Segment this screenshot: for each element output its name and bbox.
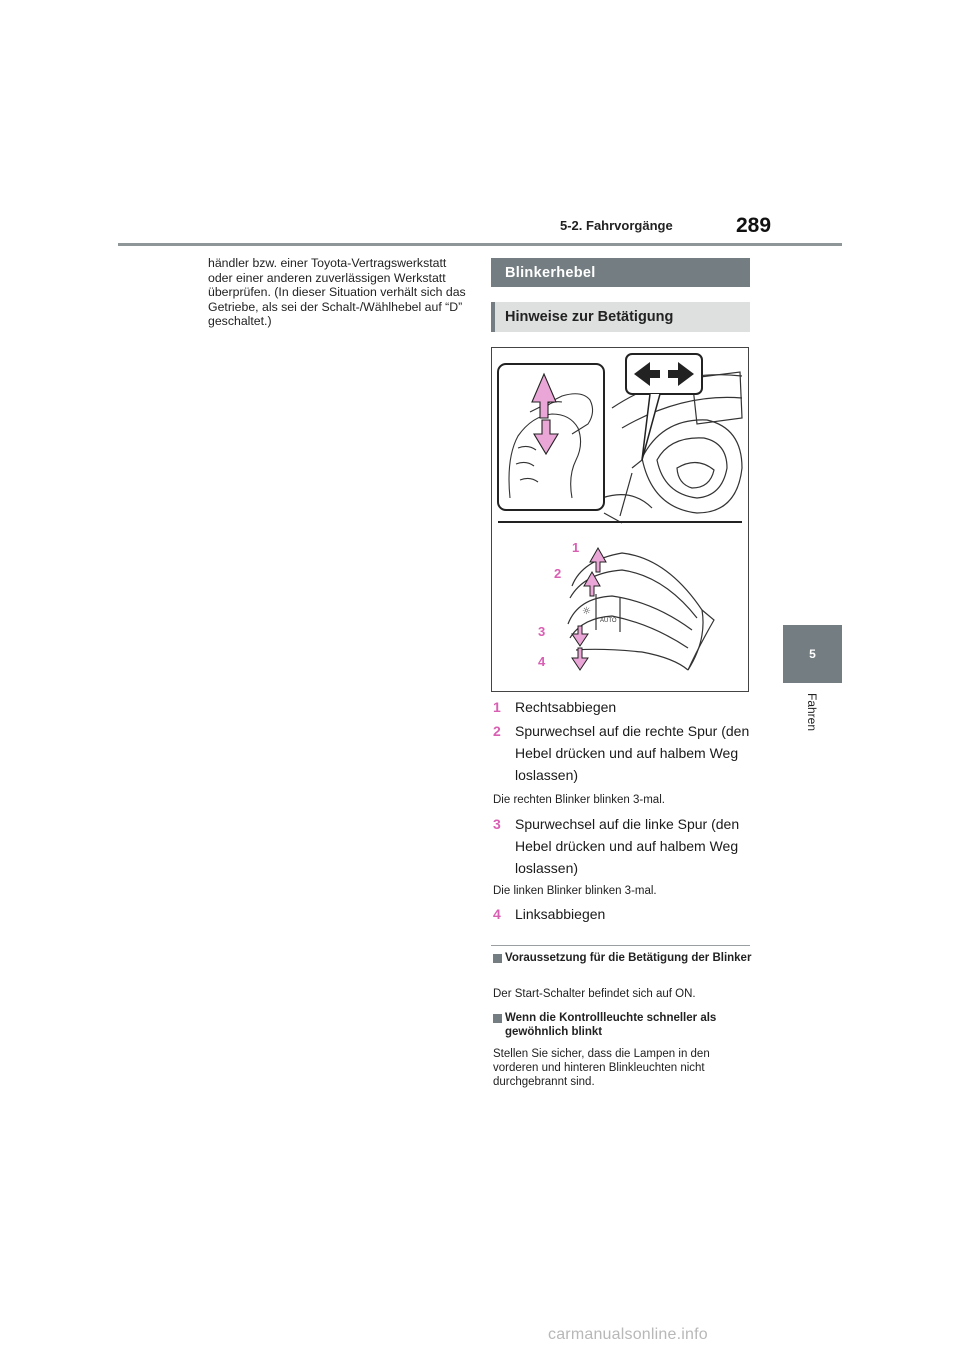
step-text: Spurwechsel auf die rechte Spur (den Hebel drücken und auf halbem Weg loslassen) (515, 723, 750, 783)
step-item (493, 696, 753, 718)
chapter-label-text: Fahren (805, 693, 819, 732)
square-bullet-icon (493, 1014, 502, 1023)
info-heading (493, 1011, 753, 1039)
step-text: Rechtsabbiegen (515, 699, 617, 715)
step-number: 4 (493, 906, 501, 922)
info-heading (493, 951, 753, 965)
info-body: Der Start-Schalter befindet sich auf ON. (493, 988, 696, 1000)
step-item (493, 720, 753, 786)
step-note: Die rechten Blinker blinken 3-mal. (493, 794, 665, 806)
callout-2: 2 (554, 566, 562, 581)
chapter-tab: 5 (783, 625, 842, 683)
step-note: Die linken Blinker blinken 3-mal. (493, 885, 657, 897)
step-item (493, 813, 753, 879)
chapter-label (804, 693, 824, 743)
callout-1: 1 (572, 540, 580, 555)
section-title: 5-2. Fahrvorgänge (560, 218, 673, 233)
illustration-svg (492, 348, 748, 691)
step-text: Linksabbiegen (515, 906, 606, 922)
page-number: 289 (736, 214, 772, 237)
step-number: 1 (493, 699, 501, 715)
section-heading-text: Blinkerhebel (505, 264, 596, 281)
info-body: Stellen Sie sicher, dass die Lampen in den vorderen und hinteren Blinkleuchten nicht durchgebrannt sind. (493, 1048, 710, 1088)
header-rule (118, 243, 842, 246)
square-bullet-icon (493, 954, 502, 963)
switch-label-auto: AUTO (600, 618, 617, 624)
subsection-heading-text: Hinweise zur Betätigung (505, 309, 674, 325)
step-number: 2 (493, 723, 501, 739)
section-divider (491, 945, 750, 946)
callout-4: 4 (538, 654, 546, 669)
info-heading-text: Wenn die Kontrollleuchte schneller als gewöhnlich blinkt (505, 1012, 717, 1038)
watermark: carmanualsonline.info (548, 1326, 708, 1343)
step-number: 3 (493, 816, 501, 832)
step-text: Spurwechsel auf die linke Spur (den Hebel drücken und auf halbem Weg loslassen) (515, 816, 740, 876)
info-heading-text: Voraussetzung für die Betätigung der Blinker (505, 952, 752, 964)
subsection-heading (491, 302, 750, 332)
turn-signal-illustration (491, 347, 749, 692)
left-paragraph: händler bzw. einer Toyota-Vertragswerkstatt oder einer anderen zuverlässigen Werkstatt überprüfen. (In dieser Situation verhält sich das Getriebe, als sei der Schalt-/Wählhebel auf “D” geschaltet.) (208, 256, 466, 329)
step-item (493, 903, 753, 925)
callout-3: 3 (538, 624, 546, 639)
svg-text:☼: ☼ (582, 606, 591, 617)
section-heading (491, 258, 750, 287)
